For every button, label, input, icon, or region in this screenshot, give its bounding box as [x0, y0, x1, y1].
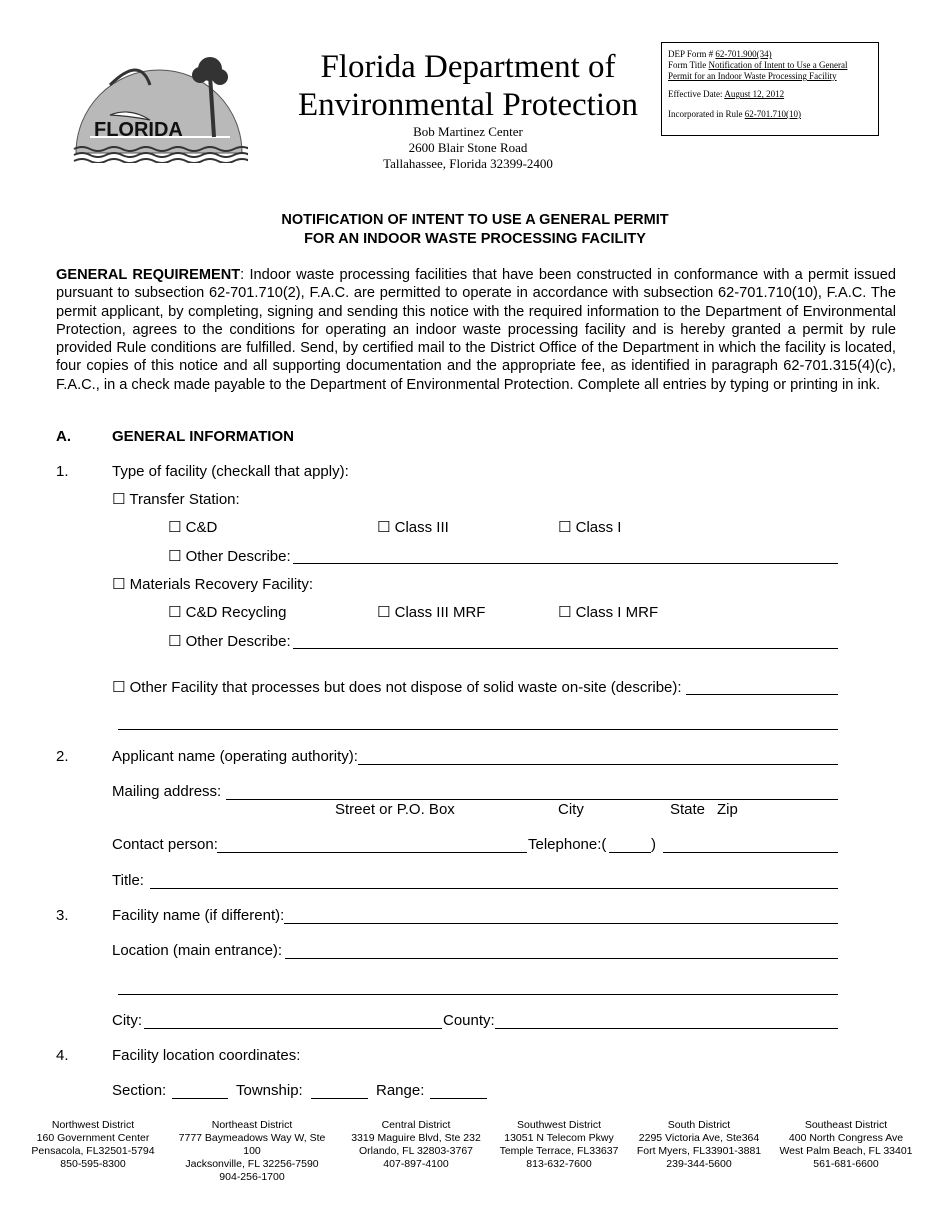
- q3-number: 3.: [56, 907, 69, 924]
- cd-recycling-checkbox-row[interactable]: [168, 603, 287, 621]
- cd-recycling-checkbox[interactable]: ☐: [168, 603, 182, 621]
- range-field[interactable]: [430, 1098, 487, 1099]
- contact-person-label: Contact person:: [112, 836, 218, 853]
- district-phone: 407-897-4100: [383, 1158, 449, 1170]
- county-field[interactable]: [495, 1028, 838, 1029]
- range-label: Range:: [376, 1082, 425, 1099]
- footer-northwest-district: [18, 1119, 168, 1171]
- section-a-title: GENERAL INFORMATION: [112, 428, 294, 445]
- mrf-other-checkbox-row[interactable]: [168, 632, 291, 650]
- footer-central-district: [341, 1119, 491, 1171]
- title-label: Title:: [112, 872, 144, 889]
- transfer-station-label: Transfer Station:: [129, 491, 240, 508]
- district-name: Southwest District: [516, 1119, 602, 1131]
- district-address: 2295 Victoria Ave, Ste364: [638, 1132, 760, 1144]
- class1-checkbox[interactable]: ☐: [558, 518, 572, 536]
- telephone-area-code-field[interactable]: [609, 852, 651, 853]
- form-title-line1: NOTIFICATION OF INTENT TO USE A GENERAL PERMIT: [281, 212, 669, 228]
- class1-label: Class I: [575, 519, 622, 536]
- contact-person-field[interactable]: [217, 852, 527, 853]
- district-phone: 850-595-8300: [60, 1158, 126, 1170]
- general-requirement-text: : Indoor waste processing facilities that have been constructed in conformance with a permit issued pursuant to subsection 62-701.710(2), F.A.C. are permitted to operate in accordance with subsection 62-701.710(10), F.A.C. The permit applicant, by completing, signing and sending this notice with the required information to the Department of Environmental Protection, agrees to the conditions for operating an indoor waste processing facility and is hereby granted a permit by rule provided Rule conditions are fulfilled. Send, by certified mail to the District Office of the Department in which the facility is located, four copies of this notice and all supporting documentation and the appropriate fee, as identified in paragraph 62-701.315(4)(c), F.A.C., in a check made payable to the Department of Environmental Protection. Complete all entries by typing or printing in ink.: [56, 267, 896, 393]
- location-label: Location (main entrance):: [112, 942, 283, 959]
- form-title-value-1: Notification of Intent to Use a General: [708, 60, 848, 70]
- agency-name-line1: Florida Department of: [320, 49, 616, 85]
- county-label: County:: [443, 1012, 495, 1029]
- applicant-name-field[interactable]: [358, 764, 838, 765]
- district-phone: 239-344-5600: [666, 1158, 732, 1170]
- q1-number: 1.: [56, 463, 69, 480]
- district-name: Northeast District: [211, 1119, 293, 1131]
- effective-date-label: Effective Date:: [668, 89, 723, 99]
- mrf-checkbox-row[interactable]: [112, 575, 313, 593]
- class3-mrf-checkbox-row[interactable]: [377, 603, 485, 621]
- district-phone: 904-256-1700: [219, 1171, 285, 1183]
- general-requirement: [56, 266, 896, 394]
- cd-label: C&D: [185, 519, 218, 536]
- other-facility-checkbox-row[interactable]: [112, 678, 682, 696]
- ts-other-describe-field[interactable]: [293, 563, 838, 564]
- mrf-checkbox[interactable]: ☐: [112, 575, 126, 593]
- district-city: Pensacola, FL32501-5794: [31, 1145, 155, 1157]
- district-name: Southeast District: [804, 1119, 888, 1131]
- township-field[interactable]: [311, 1098, 368, 1099]
- general-requirement-label: GENERAL REQUIREMENT: [56, 267, 241, 283]
- mrf-other-checkbox[interactable]: ☐: [168, 632, 182, 650]
- location-field-1[interactable]: [285, 958, 838, 959]
- district-address: 3319 Maguire Blvd, Ste 232: [351, 1132, 481, 1144]
- class3-mrf-label: Class III MRF: [394, 604, 486, 621]
- class3-label: Class III: [394, 519, 449, 536]
- form-info-box: [661, 42, 879, 136]
- footer-southeast-district: [772, 1119, 920, 1171]
- mrf-label: Materials Recovery Facility:: [129, 576, 314, 593]
- cd-recycling-label: C&D Recycling: [185, 604, 287, 621]
- township-label: Township:: [236, 1082, 303, 1099]
- district-city: Temple Terrace, FL33637: [499, 1145, 619, 1157]
- telephone-label: Telephone:(: [528, 836, 607, 853]
- rule-value: 62-701.710(10): [744, 109, 801, 119]
- coordinates-label: Facility location coordinates:: [112, 1047, 301, 1064]
- agency-address-2: 2600 Blair Stone Road: [408, 140, 528, 155]
- section-a-letter: A.: [56, 428, 71, 445]
- q2-number: 2.: [56, 748, 69, 765]
- district-city: Jacksonville, FL 32256-7590: [185, 1158, 319, 1170]
- class3-checkbox-row[interactable]: [377, 518, 449, 536]
- mailing-address-label: Mailing address:: [112, 783, 222, 800]
- class3-checkbox[interactable]: ☐: [377, 518, 391, 536]
- city-caption: City: [558, 801, 584, 818]
- ts-other-checkbox-row[interactable]: [168, 547, 291, 565]
- logo-state-text: FLORIDA: [94, 119, 183, 141]
- footer-southwest-district: [484, 1119, 634, 1171]
- location-field-2[interactable]: [118, 994, 838, 995]
- class1-mrf-checkbox[interactable]: ☐: [558, 603, 572, 621]
- section-field[interactable]: [172, 1098, 228, 1099]
- district-phone: 813-632-7600: [526, 1158, 592, 1170]
- city-field[interactable]: [144, 1028, 442, 1029]
- q4-number: 4.: [56, 1047, 69, 1064]
- district-address: 7777 Baymeadows Way W, Ste 100: [178, 1132, 326, 1157]
- cd-checkbox[interactable]: ☐: [168, 518, 182, 536]
- district-phone: 561-681-6600: [813, 1158, 879, 1170]
- agency-name-line2: Environmental Protection: [297, 87, 638, 123]
- district-city: West Palm Beach, FL 33401: [779, 1145, 913, 1157]
- title-field[interactable]: [150, 888, 838, 889]
- class1-mrf-label: Class I MRF: [575, 604, 659, 621]
- mailing-address-field[interactable]: [226, 799, 838, 800]
- rule-label: Incorporated in Rule: [668, 109, 743, 119]
- transfer-station-checkbox-row[interactable]: [112, 490, 240, 508]
- class1-mrf-checkbox-row[interactable]: [558, 603, 658, 621]
- mrf-other-describe-field[interactable]: [293, 648, 838, 649]
- form-title-line2: FOR AN INDOOR WASTE PROCESSING FACILITY: [304, 231, 646, 247]
- district-address: 13051 N Telecom Pkwy: [504, 1132, 614, 1144]
- district-name: South District: [667, 1119, 731, 1131]
- applicant-name-label: Applicant name (operating authority):: [112, 748, 358, 765]
- q1-label: Type of facility (checkall that apply):: [112, 463, 349, 480]
- footer-northeast-district: [176, 1119, 328, 1184]
- mrf-other-label: Other Describe:: [185, 633, 291, 650]
- form-title-label: Form Title: [668, 60, 707, 70]
- transfer-station-checkbox[interactable]: ☐: [112, 490, 126, 508]
- ts-other-checkbox[interactable]: ☐: [168, 547, 182, 565]
- telephone-paren-close: ): [651, 836, 656, 853]
- agency-address-3: Tallahassee, Florida 32399-2400: [383, 156, 553, 171]
- district-city: Orlando, FL 32803-3767: [358, 1145, 474, 1157]
- district-city: Fort Myers, FL33901-3881: [636, 1145, 762, 1157]
- form-number-label: DEP Form #: [668, 49, 714, 59]
- district-address: 400 North Congress Ave: [788, 1132, 904, 1144]
- district-name: Northwest District: [51, 1119, 135, 1131]
- city-label: City:: [112, 1012, 142, 1029]
- telephone-number-field[interactable]: [663, 852, 838, 853]
- agency-address-1: Bob Martinez Center: [413, 124, 523, 139]
- other-facility-field-1[interactable]: [686, 694, 838, 695]
- form-title-value-2: Permit for an Indoor Waste Processing Facility: [668, 71, 837, 81]
- zip-caption: Zip: [717, 801, 738, 818]
- effective-date: August 12, 2012: [724, 89, 785, 99]
- other-facility-label: Other Facility that processes but does not dispose of solid waste on-site (describe):: [129, 679, 682, 696]
- facility-name-field[interactable]: [284, 923, 838, 924]
- section-label: Section:: [112, 1082, 167, 1099]
- form-number: 62-701.900(34): [715, 49, 772, 59]
- cd-checkbox-row[interactable]: [168, 518, 217, 536]
- class3-mrf-checkbox[interactable]: ☐: [377, 603, 391, 621]
- class1-checkbox-row[interactable]: [558, 518, 621, 536]
- ts-other-label: Other Describe:: [185, 548, 291, 565]
- dep-logo: [70, 45, 248, 163]
- state-caption: State: [670, 801, 706, 818]
- street-caption: Street or P.O. Box: [335, 801, 455, 818]
- other-facility-checkbox[interactable]: ☐: [112, 678, 126, 696]
- district-address: 160 Government Center: [36, 1132, 150, 1144]
- facility-name-label: Facility name (if different):: [112, 907, 285, 924]
- district-name: Central District: [381, 1119, 451, 1131]
- other-facility-field-2[interactable]: [118, 729, 838, 730]
- footer-south-district: [624, 1119, 774, 1171]
